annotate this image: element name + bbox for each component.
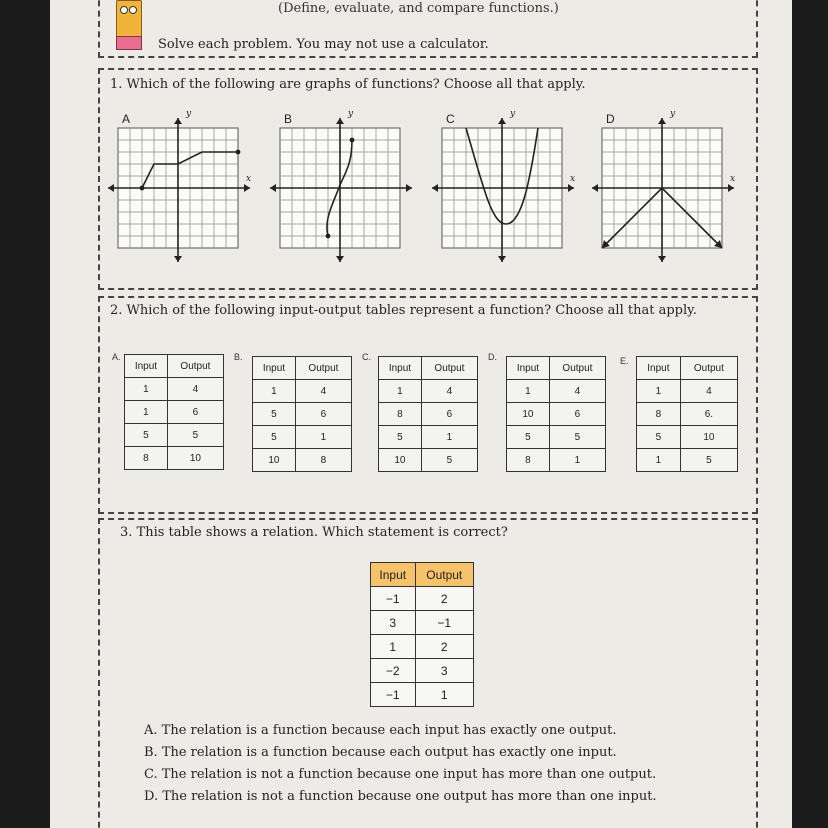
graph-c-plot xyxy=(430,110,580,270)
table-row: 5 6 xyxy=(253,403,352,426)
table-row: 5 1 xyxy=(379,426,478,449)
table-a-label: A. xyxy=(112,352,121,362)
table-b-label: B. xyxy=(234,352,243,362)
column-header: Output xyxy=(167,355,223,378)
column-header: Output xyxy=(295,357,351,380)
column-header: Output xyxy=(680,357,737,380)
worksheet-instructions: Solve each problem. You may not use a calculator. xyxy=(158,37,489,52)
graph-a-x-label: x xyxy=(246,174,252,184)
column-header: Input xyxy=(125,355,168,378)
graph-d-x-label: x xyxy=(730,174,736,184)
column-header: Output xyxy=(549,357,605,380)
question-1-prompt: 1. Which of the following are graphs of functions? Choose all that apply. xyxy=(110,77,586,92)
table-row: 10 6 xyxy=(507,403,606,426)
worksheet-page xyxy=(50,0,792,828)
column-header: Input xyxy=(371,563,416,587)
table-row: 10 8 xyxy=(253,449,352,472)
graph-c-x-label: x xyxy=(570,174,576,184)
column-header: Output xyxy=(415,563,474,587)
table-row: 5 5 xyxy=(507,426,606,449)
io-table-b[interactable] xyxy=(252,356,352,472)
column-header: Input xyxy=(379,357,422,380)
io-table-a[interactable] xyxy=(124,354,224,470)
table-row: 10 5 xyxy=(379,449,478,472)
relation-table xyxy=(370,562,474,707)
table-row: −2 3 xyxy=(371,659,474,683)
graph-c-label: C xyxy=(446,112,455,126)
table-row: 8 10 xyxy=(125,447,224,470)
table-row: 8 6 xyxy=(379,403,478,426)
answer-choice-c[interactable]: C. The relation is not a function because one input has more than one output. xyxy=(144,767,657,782)
table-c-label: C. xyxy=(362,352,371,362)
column-header: Input xyxy=(507,357,550,380)
table-row: 1 4 xyxy=(637,380,738,403)
io-table-c[interactable] xyxy=(378,356,478,472)
table-row: −1 1 xyxy=(371,683,474,707)
graph-a[interactable] xyxy=(106,110,256,270)
graph-d-plot xyxy=(590,110,740,270)
answer-choice-a[interactable]: A. The relation is a function because each input has exactly one output. xyxy=(144,723,617,738)
column-header: Input xyxy=(253,357,296,380)
graph-d[interactable] xyxy=(590,110,740,270)
graph-a-label: A xyxy=(122,112,131,126)
graph-d-label: D xyxy=(606,112,615,126)
graph-b-y-label: y xyxy=(348,109,354,119)
question-3-prompt: 3. This table shows a relation. Which statement is correct? xyxy=(120,525,508,540)
table-row: 1 5 xyxy=(637,449,738,472)
table-e-label: E. xyxy=(620,356,629,366)
table-row: 3 −1 xyxy=(371,611,474,635)
graph-b[interactable] xyxy=(268,110,418,270)
graph-a-plot xyxy=(106,110,256,270)
table-row: 8 1 xyxy=(507,449,606,472)
table-row: 5 5 xyxy=(125,424,224,447)
table-row: 1 4 xyxy=(507,380,606,403)
io-table-e[interactable] xyxy=(636,356,738,472)
table-row: 1 2 xyxy=(371,635,474,659)
table-row: 1 4 xyxy=(379,380,478,403)
graph-c-y-label: y xyxy=(510,109,516,119)
table-row: 1 4 xyxy=(125,378,224,401)
io-table-d[interactable] xyxy=(506,356,606,472)
graph-d-y-label: y xyxy=(670,109,676,119)
graph-b-label: B xyxy=(284,112,293,126)
table-row: 8 6. xyxy=(637,403,738,426)
pencil-mascot-icon xyxy=(116,0,140,48)
graph-b-plot xyxy=(268,110,418,270)
table-d-label: D. xyxy=(488,352,497,362)
column-header: Output xyxy=(421,357,477,380)
worksheet-subtitle: (Define, evaluate, and compare functions.) xyxy=(278,1,559,16)
question-2-prompt: 2. Which of the following input-output tables represent a function? Choose all that apply. xyxy=(110,303,697,318)
graph-c[interactable] xyxy=(430,110,580,270)
answer-choice-b[interactable]: B. The relation is a function because each output has exactly one input. xyxy=(144,745,617,760)
answer-choice-d[interactable]: D. The relation is not a function because one output has more than one input. xyxy=(144,789,657,804)
graph-a-y-label: y xyxy=(186,109,192,119)
table-row: 5 10 xyxy=(637,426,738,449)
column-header: Input xyxy=(637,357,681,380)
table-row: 5 1 xyxy=(253,426,352,449)
table-row: 1 4 xyxy=(253,380,352,403)
table-row: −1 2 xyxy=(371,587,474,611)
table-row: 1 6 xyxy=(125,401,224,424)
